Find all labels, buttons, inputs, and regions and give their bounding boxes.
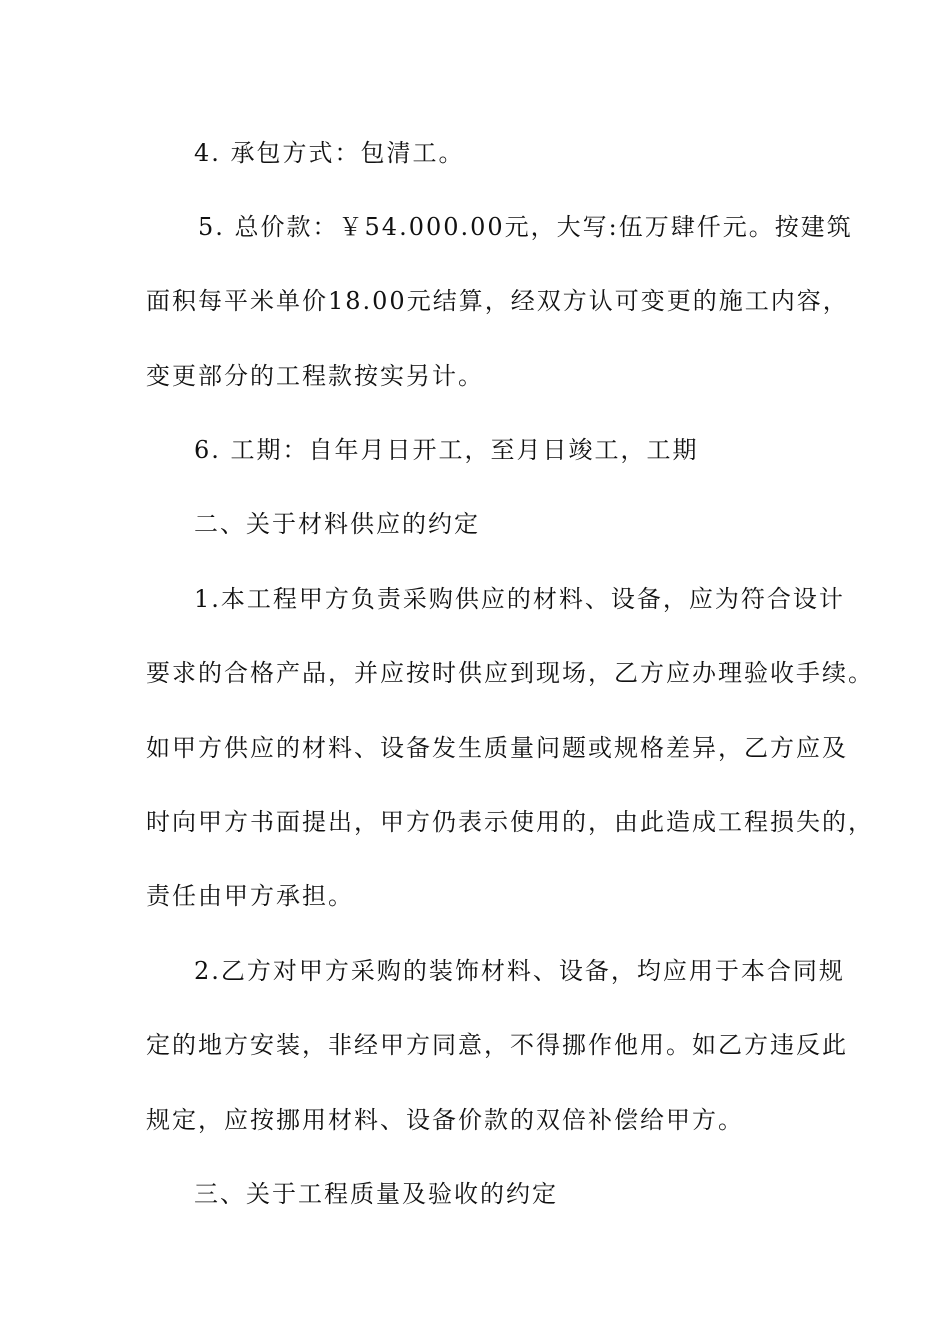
paragraph-line: 要求的合格产品，并应按时供应到现场，乙方应办理验收手续。 (146, 659, 874, 687)
paragraph-line: 如甲方供应的材料、设备发生质量问题或规格差异，乙方应及 (146, 734, 848, 762)
paragraph-line: 2.乙方对甲方采购的装饰材料、设备，均应用于本合同规 (194, 957, 845, 985)
paragraph-line: 1.本工程甲方负责采购供应的材料、设备，应为符合设计 (194, 585, 845, 613)
paragraph-line: 5. 总价款：￥54.000.00元，大写:伍万肆仟元。按建筑 (198, 213, 853, 241)
paragraph-line: 时向甲方书面提出，甲方仍表示使用的，由此造成工程损失的， (146, 808, 874, 836)
paragraph-line: 4. 承包方式：包清工。 (194, 139, 465, 167)
paragraph-line: 6. 工期：自年月日开工，至月日竣工，工期 (194, 436, 699, 464)
paragraph-line: 责任由甲方承担。 (146, 882, 354, 910)
paragraph-line: 变更部分的工程款按实另计。 (146, 362, 484, 390)
paragraph-line: 定的地方安装，非经甲方同意，不得挪作他用。如乙方违反此 (146, 1031, 848, 1059)
section-heading: 三、关于工程质量及验收的约定 (194, 1180, 558, 1208)
paragraph-line: 面积每平米单价18.00元结算，经双方认可变更的施工内容， (146, 287, 849, 315)
section-heading: 二、关于材料供应的约定 (194, 510, 480, 538)
paragraph-line: 规定，应按挪用材料、设备价款的双倍补偿给甲方。 (146, 1106, 744, 1134)
